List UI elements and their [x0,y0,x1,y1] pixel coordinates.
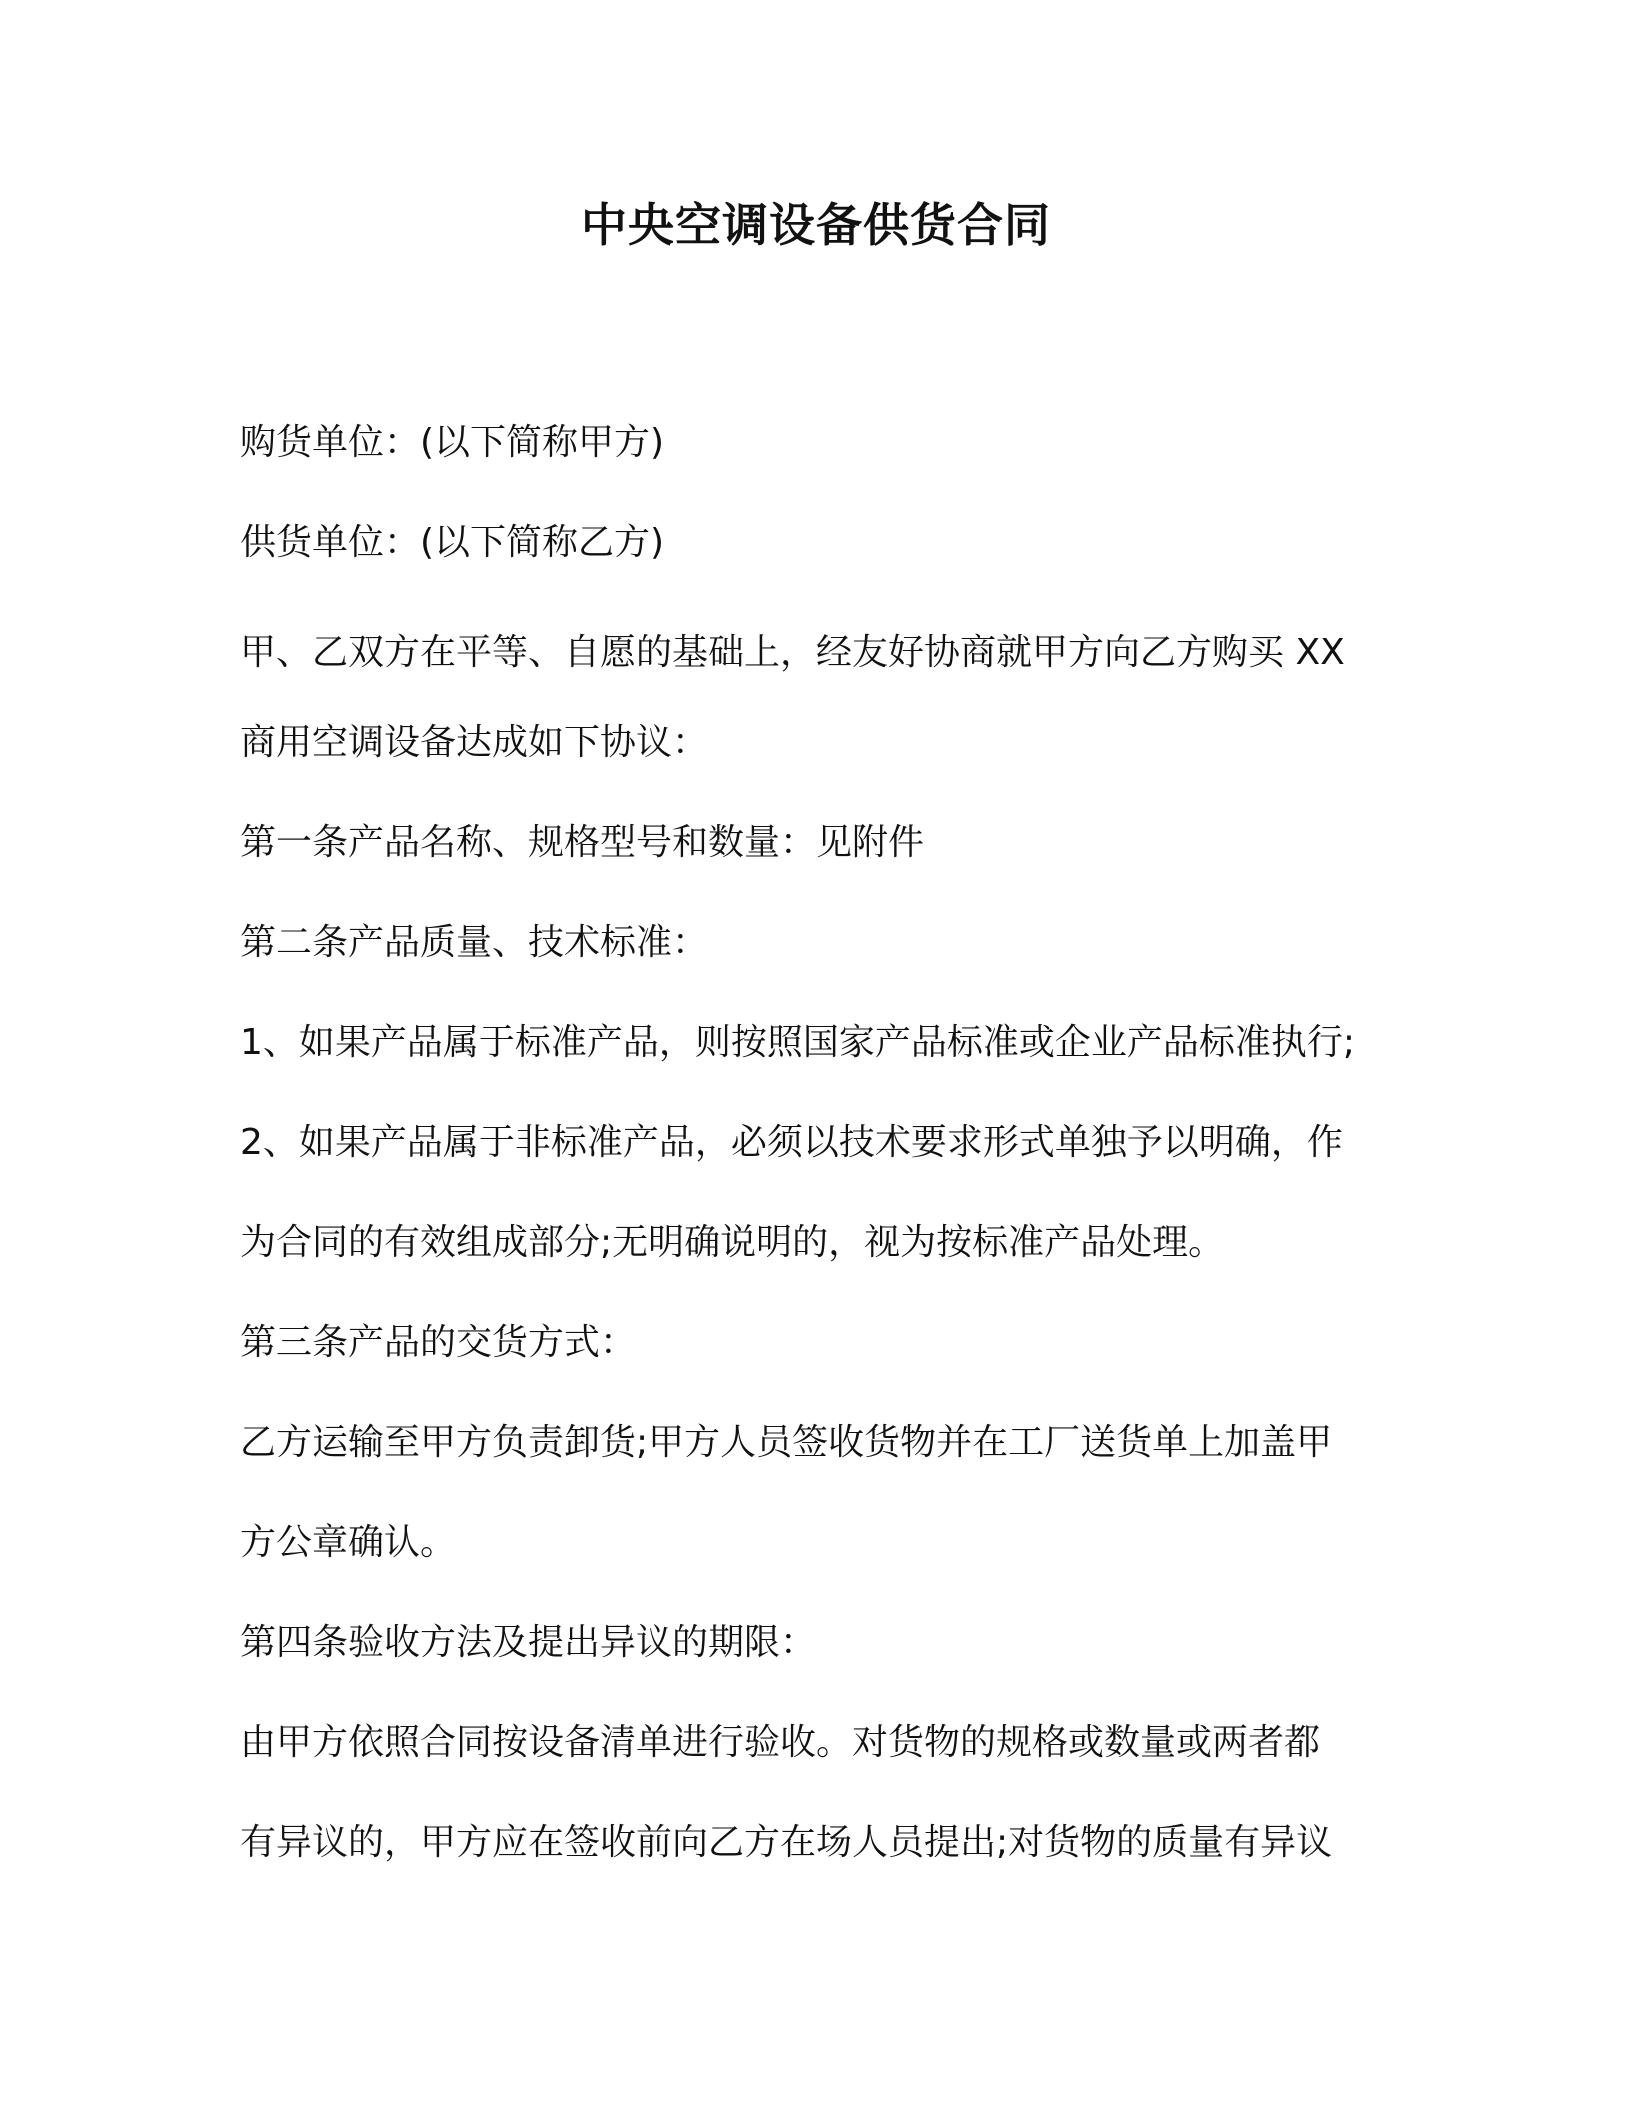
text-line-supplier: 供货单位：(以下简称乙方) [240,522,665,563]
text-line-article-4-body-2: 有异议的，甲方应在签收前向乙方在场人员提出;对货物的质量有异议 [240,1822,1333,1863]
text-line-article-2: 第二条产品质量、技术标准： [240,922,709,963]
text-line-article-2-item-2b: 为合同的有效组成部分;无明确说明的，视为按标准产品处理。 [240,1222,1225,1263]
document-title: 中央空调设备供货合同 [581,198,1051,252]
text-line-article-4: 第四条验收方法及提出异议的期限： [240,1622,817,1663]
text-line-buyer: 购货单位：(以下简称甲方) [240,422,665,463]
text-line-article-3: 第三条产品的交货方式： [240,1322,637,1363]
text-line-article-4-body-1: 由甲方依照合同按设备清单进行验收。对货物的规格或数量或两者都 [240,1722,1321,1763]
text-line-article-3-body-2: 方公章确认。 [240,1522,457,1563]
text-line-article-1: 第一条产品名称、规格型号和数量：见附件 [240,822,925,863]
text-line-preamble-1: 甲、乙双方在平等、自愿的基础上，经友好协商就甲方向乙方购买 XX [240,632,1345,673]
text-line-article-3-body-1: 乙方运输至甲方负责卸货;甲方人员签收货物并在工厂送货单上加盖甲 [240,1422,1333,1463]
text-line-article-2-item-1: 1、如果产品属于标准产品，则按照国家产品标准或企业产品标准执行; [240,1022,1356,1063]
text-line-article-2-item-2a: 2、如果产品属于非标准产品，必须以技术要求形式单独予以明确，作 [240,1122,1343,1163]
text-line-preamble-2: 商用空调设备达成如下协议： [240,722,709,763]
